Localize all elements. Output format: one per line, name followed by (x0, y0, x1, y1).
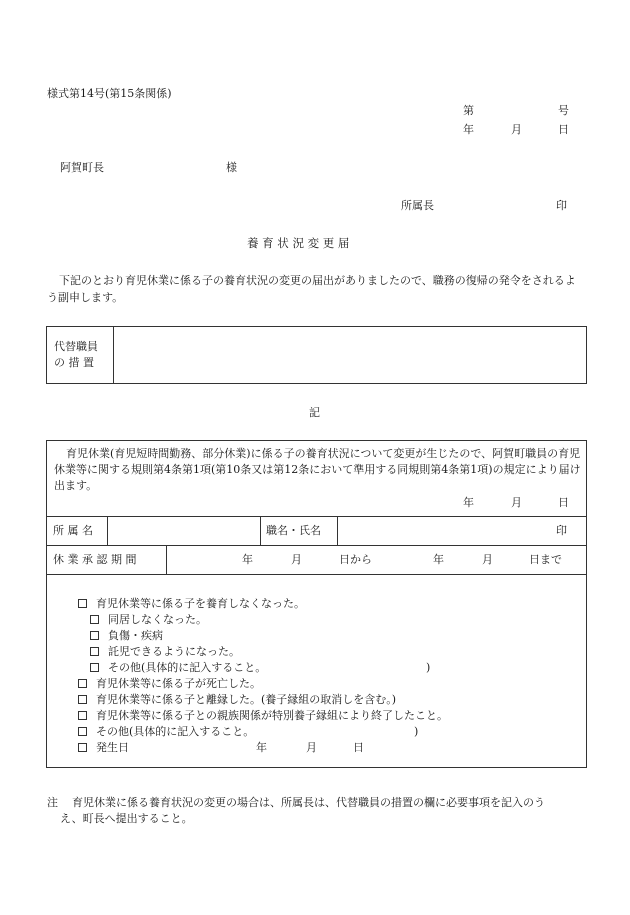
substitute-box (46, 326, 587, 384)
name-seal: 印 (556, 524, 567, 537)
period-month-1: 月 (291, 553, 302, 566)
note-mark: 注 (47, 796, 58, 809)
checklist-item[interactable]: 育児休業等に係る子と離縁した。(養子縁組の取消しを含む。) (78, 693, 396, 707)
notice-day: 日 (558, 496, 569, 509)
checkbox-icon[interactable] (78, 743, 87, 752)
substitute-label-1: 代替職員 (54, 340, 98, 353)
checklist-item[interactable]: 育児休業等に係る子が死亡した。 (78, 677, 261, 691)
checkbox-icon[interactable] (90, 631, 99, 640)
note-line-1: 育児休業に係る養育状況の変更の場合は、所属長は、代替職員の措置の欄に必要事項を記入のう (72, 796, 545, 809)
checklist-item[interactable]: その他(具体的に記入すること。 (78, 725, 254, 739)
note-line-2: え、町長へ提出すること。 (60, 812, 193, 825)
ki-heading: 記 (309, 406, 320, 419)
header-day: 日 (558, 123, 569, 136)
affiliation-label: 所 属 名 (53, 524, 93, 537)
form-number: 様式第14号(第15条関係) (47, 87, 172, 100)
period-from: 日から (339, 553, 372, 566)
notice-year: 年 (463, 496, 474, 509)
number-suffix: 号 (558, 104, 569, 117)
addressee-honorific: 様 (226, 161, 237, 174)
occurrence-year: 年 (256, 741, 267, 754)
checkbox-icon[interactable] (78, 695, 87, 704)
occurrence-month: 月 (306, 741, 317, 754)
number-prefix: 第 (463, 104, 474, 117)
checklist-item[interactable]: 負傷・疾病 (90, 629, 163, 643)
checklist-item[interactable]: 託児できるようになった。 (90, 645, 240, 659)
position-name-label: 職名・氏名 (266, 524, 321, 537)
checklist-item[interactable]: その他(具体的に記入すること。 (90, 661, 266, 675)
intro-paragraph: 下記のとおり育児休業に係る子の養育状況の変更の届出がありましたので、職務の復帰の発令をされるよう副申します。 (47, 274, 576, 304)
leave-period-label: 休 業 承 認 期 間 (53, 553, 137, 566)
substitute-label-2: の 措 置 (54, 356, 94, 369)
checkbox-icon[interactable] (78, 679, 87, 688)
checkbox-icon[interactable] (78, 727, 87, 736)
addressee-town-head: 阿賀町長 (60, 161, 104, 174)
period-month-2: 月 (482, 553, 493, 566)
checklist-close-paren: ) (414, 725, 419, 738)
header-year: 年 (463, 123, 474, 136)
checkbox-icon[interactable] (90, 663, 99, 672)
checkbox-icon[interactable] (90, 615, 99, 624)
checklist-item[interactable]: 育児休業等に係る子を養育しなくなった。 (78, 597, 305, 611)
checklist-close-paren: ) (426, 661, 431, 674)
sender-affiliation-head: 所属長 (401, 199, 434, 212)
period-year-1: 年 (242, 553, 253, 566)
checklist-item[interactable]: 育児休業等に係る子との親族関係が特別養子縁組により終了したこと。 (78, 709, 448, 723)
sender-seal: 印 (556, 199, 567, 212)
notice-month: 月 (511, 496, 522, 509)
checkbox-icon[interactable] (78, 711, 87, 720)
period-year-2: 年 (433, 553, 444, 566)
header-month: 月 (511, 123, 522, 136)
period-until: 日まで (529, 553, 562, 566)
checkbox-icon[interactable] (90, 647, 99, 656)
occurrence-day: 日 (353, 741, 364, 754)
checkbox-icon[interactable] (78, 599, 87, 608)
document-title: 養 育 状 況 変 更 届 (247, 236, 350, 250)
notice-paragraph: 育児休業(育児短時間勤務、部分休業)に係る子の養育状況について変更が生じたので、阿賀町職員の育児休業等に関する規則第4条第1項(第10条又は第12条において準用する同規則第4条第1項)の規定により届け出ます。 (54, 447, 581, 492)
checklist-item[interactable]: 発生日 (78, 741, 129, 755)
checklist-item[interactable]: 同居しなくなった。 (90, 613, 207, 627)
